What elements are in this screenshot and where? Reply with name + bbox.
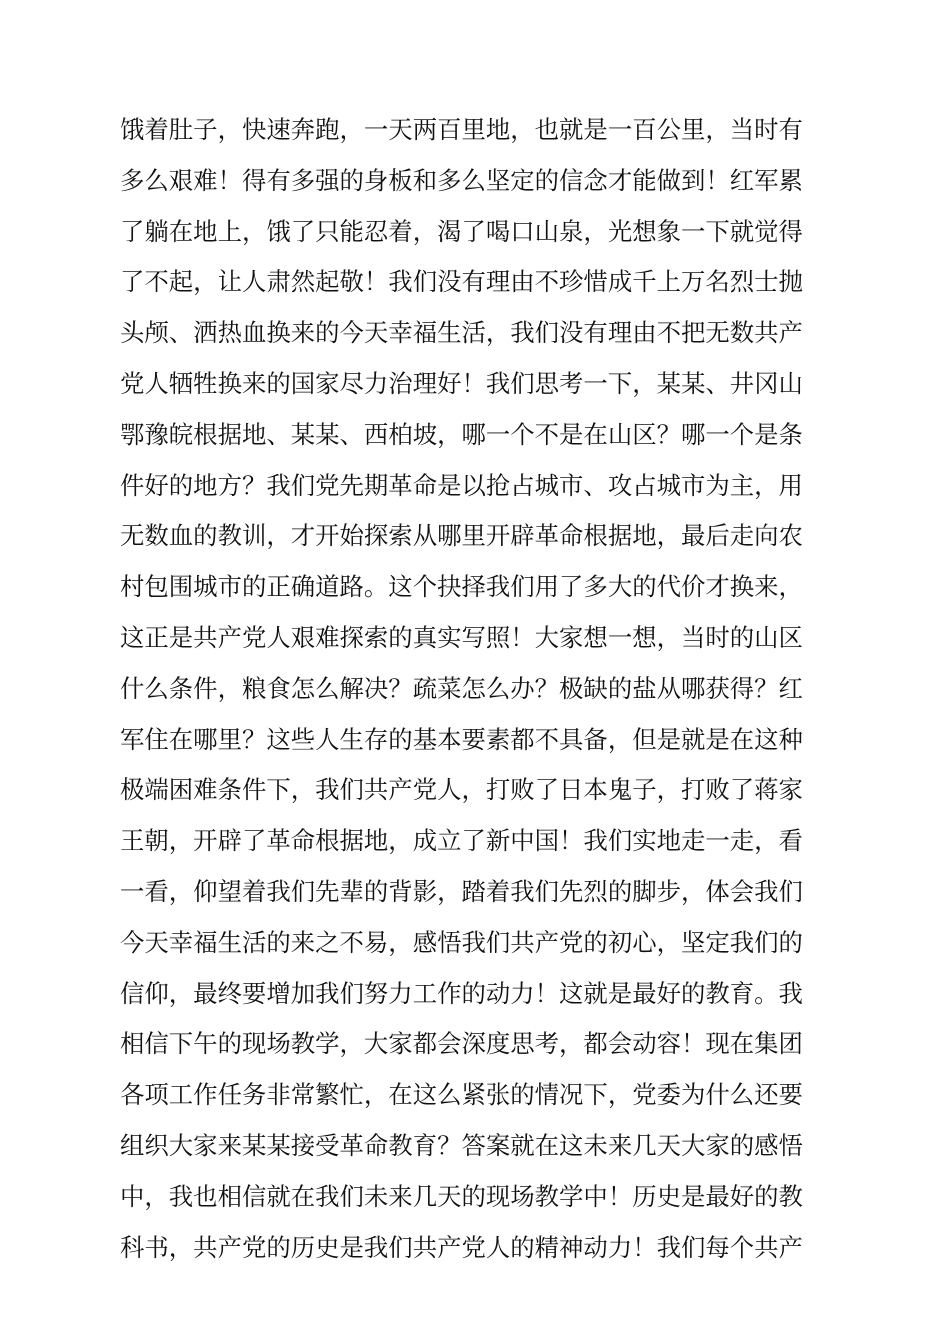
text-line: 党人牺牲换来的国家尽力治理好！我们思考一下，某某、井冈山	[120, 368, 803, 398]
text-line: 王朝，开辟了革命根据地，成立了新中国！我们实地走一走，看	[120, 826, 803, 856]
body-text	[120, 105, 840, 1273]
text-line: 今天幸福生活的来之不易，感悟我们共产党的初心，坚定我们的	[120, 927, 803, 957]
text-line: 军住在哪里？这些人生存的基本要素都不具备，但是就是在这种	[120, 724, 803, 754]
text-line: 组织大家来某某接受革命教育？答案就在这未来几天大家的感悟	[120, 1130, 803, 1160]
text-line: 了躺在地上，饿了只能忍着，渴了喝口山泉，光想象一下就觉得	[120, 216, 803, 246]
text-line: 件好的地方？我们党先期革命是以抢占城市、攻占城市为主，用	[120, 470, 803, 500]
text-line: 多么艰难！得有多强的身板和多么坚定的信念才能做到！红军累	[120, 165, 803, 195]
text-line: 无数血的教训，才开始探索从哪里开辟革命根据地，最后走向农	[120, 521, 803, 551]
text-line: 中，我也相信就在我们未来几天的现场教学中！历史是最好的教	[120, 1181, 803, 1211]
text-line: 村包围城市的正确道路。这个抉择我们用了多大的代价才换来，	[120, 572, 803, 602]
text-line: 极端困难条件下，我们共产党人，打败了日本鬼子，打败了蒋家	[120, 775, 803, 805]
text-line: 什么条件，粮食怎么解决？疏菜怎么办？极缺的盐从哪获得？红	[120, 673, 803, 703]
text-line: 这正是共产党人艰难探索的真实写照！大家想一想，当时的山区	[120, 622, 803, 652]
text-line: 各项工作任务非常繁忙，在这么紧张的情况下，党委为什么还要	[120, 1080, 803, 1110]
text-line: 相信下午的现场教学，大家都会深度思考，都会动容！现在集团	[120, 1029, 803, 1059]
text-line: 科书，共产党的历史是我们共产党人的精神动力！我们每个共产	[120, 1232, 803, 1262]
text-line: 鄂豫皖根据地、某某、西柏坡，哪一个不是在山区？哪一个是条	[120, 419, 803, 449]
text-line: 头颅、洒热血换来的今天幸福生活，我们没有理由不把无数共产	[120, 318, 803, 348]
text-line: 信仰，最终要增加我们努力工作的动力！这就是最好的教育。我	[120, 978, 803, 1008]
text-line: 一看，仰望着我们先辈的背影，踏着我们先烈的脚步，体会我们	[120, 876, 803, 906]
text-line: 饿着肚子，快速奔跑，一天两百里地，也就是一百公里，当时有	[120, 115, 803, 144]
text-line: 了不起，让人肃然起敬！我们没有理由不珍惜成千上万名烈士抛	[120, 267, 803, 297]
